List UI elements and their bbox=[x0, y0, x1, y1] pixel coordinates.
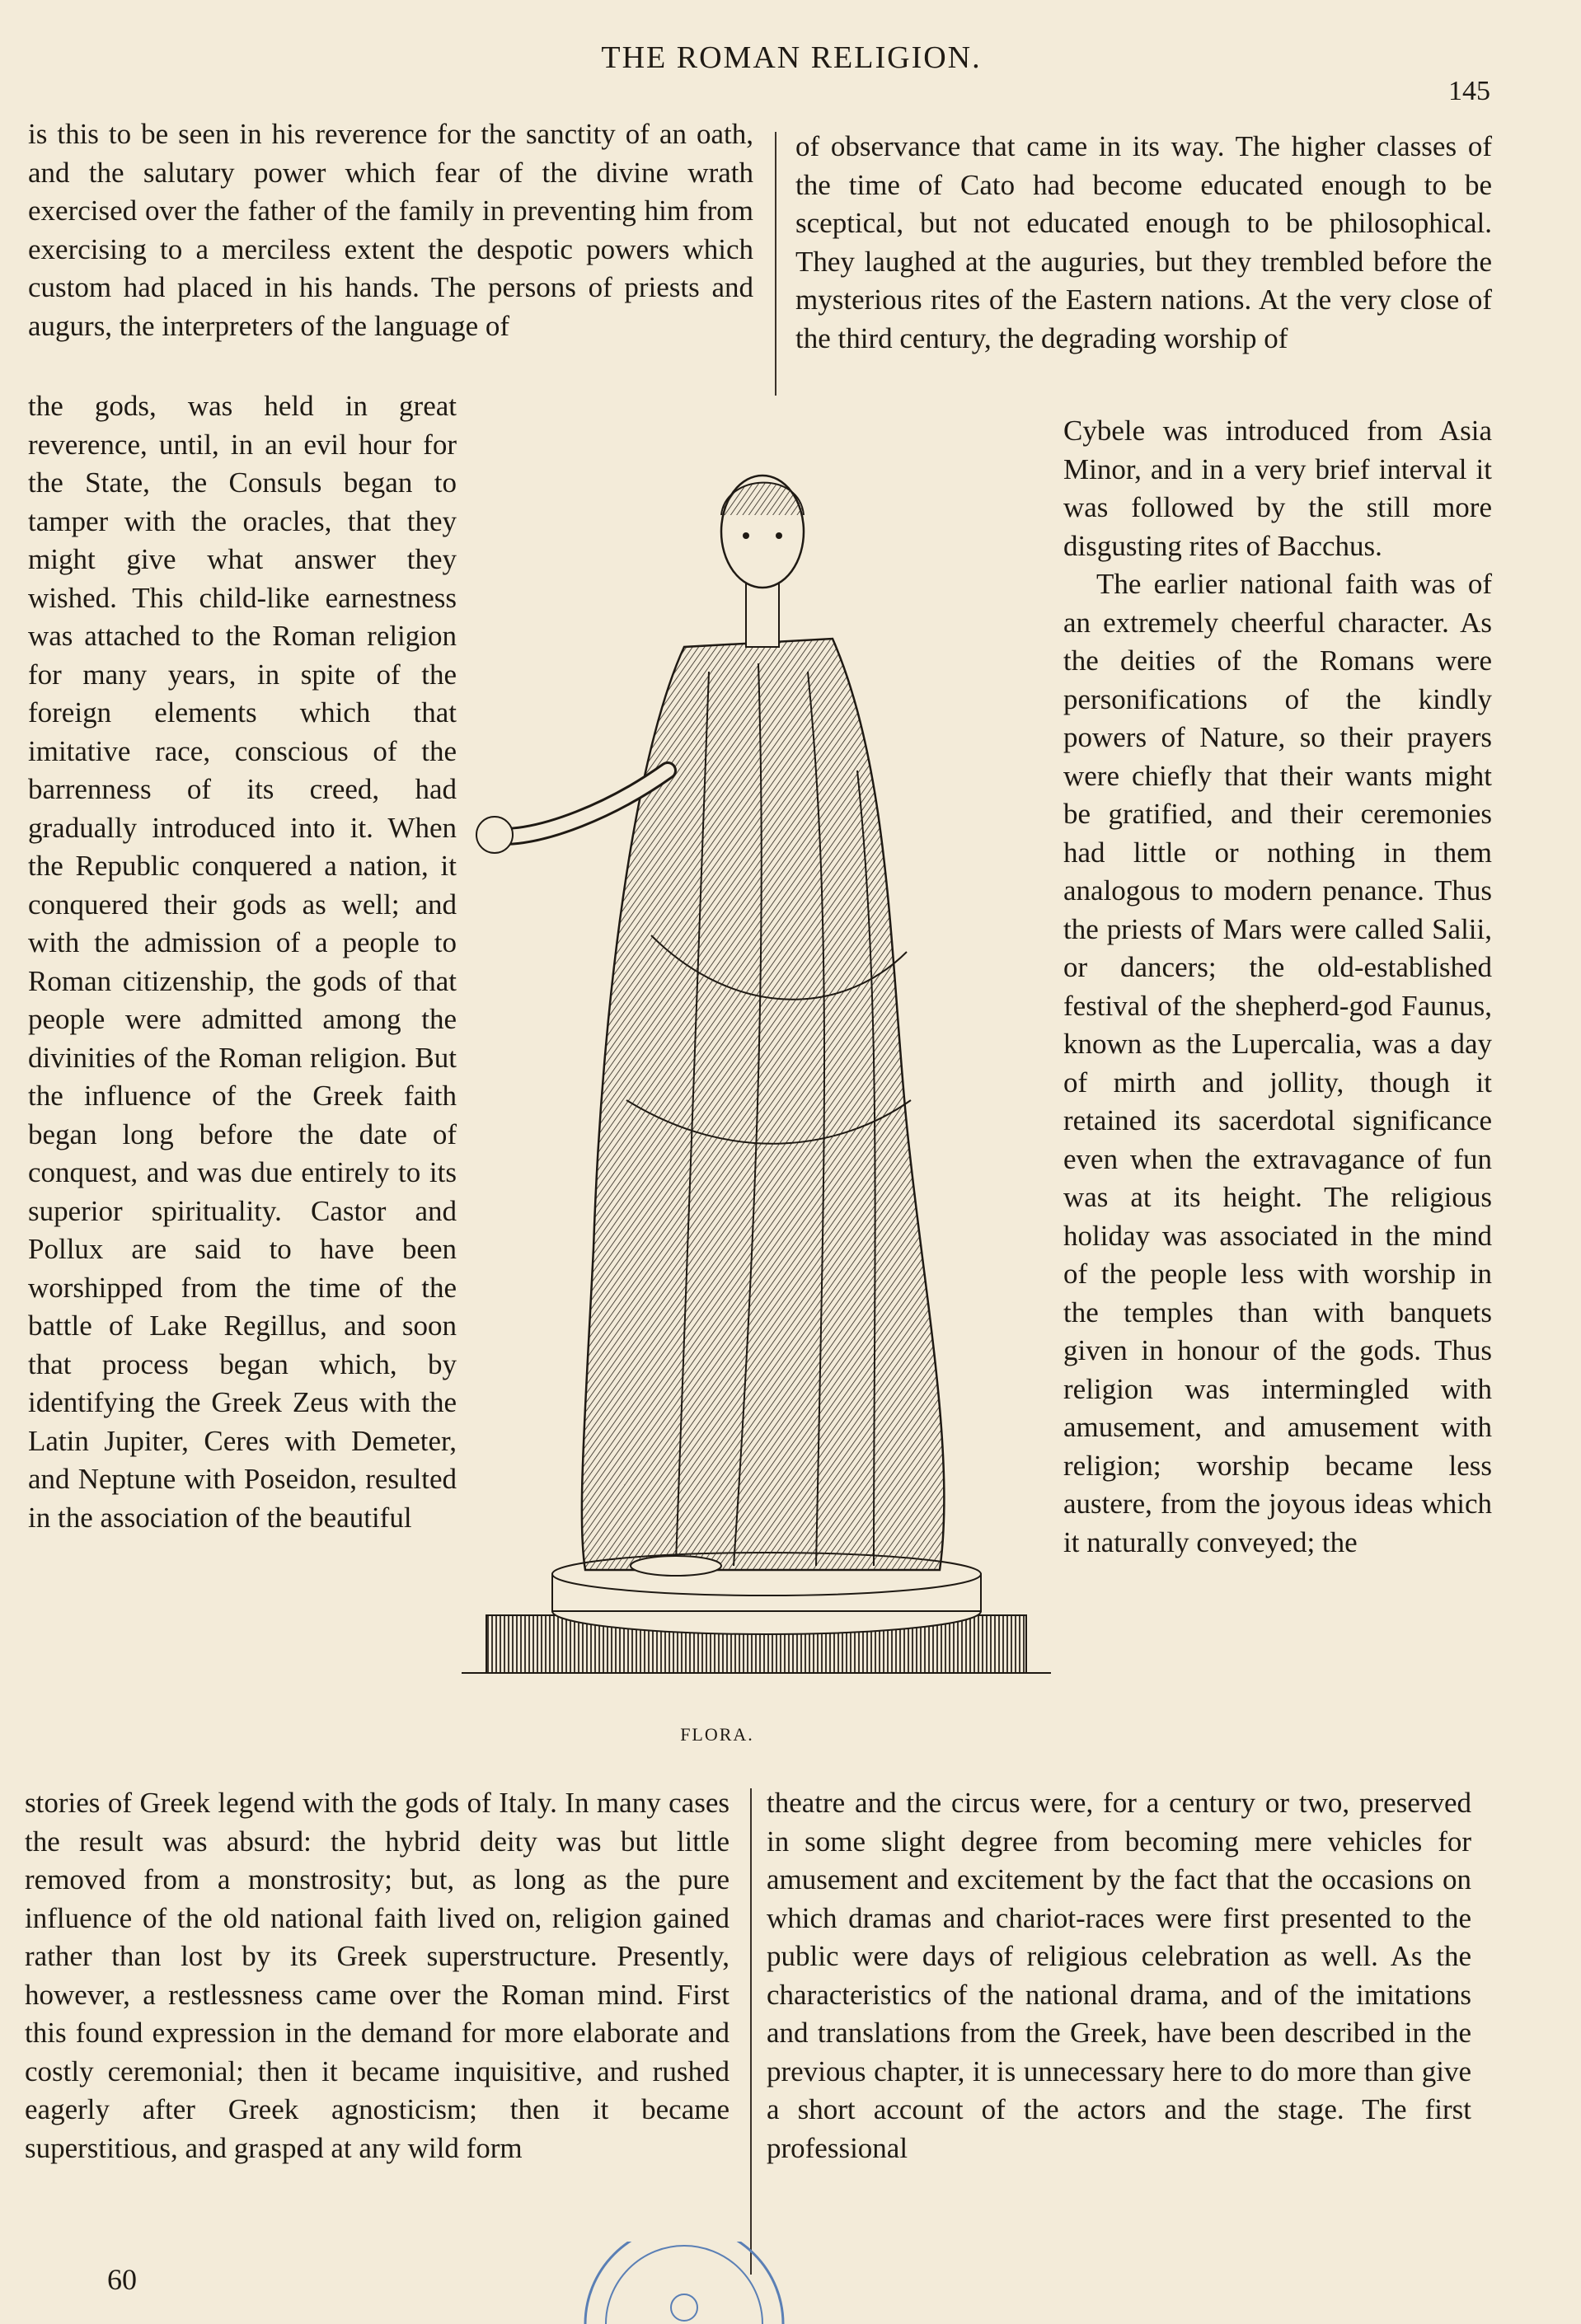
text-block-bottom-left bbox=[25, 1784, 730, 2167]
paragraph: the gods, was held in great reverence, until, in an evil hour for the State, the Consuls began to tamper with the oracles, that they might give what answer they wished. This child-like earnestness was attached to the Roman religion for many years, in spite of the foreign elements which that imitative race, conscious of the barrenness of its creed, had gradually introduced into it. When the Republic conquered a nation, it conquered their gods as well; and with the admission of a people to Roman citizenship, the gods of that people were admitted among the divinities of the Roman religion. But the influence of the Greek faith began long before the date of conquest, and was due entirely to its superior spirituality. Castor and Pollux are said to have been worshipped from the time of the battle of Lake Regillus, and soon that process began which, by identifying the Greek Zeus with the Latin Jupiter, Ceres with Demeter, and Neptune with Poseidon, resulted in the association of the beautiful bbox=[28, 390, 457, 1534]
paragraph: of observance that came in its way. The higher classes of the time of Cato had become educated enough to be sceptical, but not educated enough to be philosophical. They laughed at the auguries, but they trembled before the mysterious rites of the Eastern nations. At the very close of the third century, the degrading worship of bbox=[795, 130, 1492, 354]
paragraph: stories of Greek legend with the gods of Italy. In many cases the result was absurd: the hybrid deity was but little removed from a monstrosity; but, as long as the pure influence of the old national faith lived on, religion gained rather than lost by its Greek superstructure. Presently, however, a restlessness came over the Roman mind. First this found expression in the demand for more elaborate and costly ceremonial; then it became inquisitive, and rushed eagerly after Greek agnosticism; then it became superstitious, and grasped at any wild form bbox=[25, 1787, 730, 2164]
text-block-left-narrow bbox=[28, 387, 457, 1537]
paragraph: theatre and the circus were, for a century or two, preserved in some slight degree from becoming mere vehicles for amusement and excitement by the fact that the occasions on which dramas and chariot-races were first presented to the public were days of religious celebration as well. As the characteristics of the national drama, and of the imitations and translations from the Greek, have been described in the previous chapter, it is unnecessary here to do more than give a short account of the actors and the stage. The first professional bbox=[767, 1787, 1471, 2164]
text-block-top-right bbox=[795, 128, 1492, 358]
page-number: 145 bbox=[1448, 76, 1490, 106]
folio-number: 60 bbox=[107, 2263, 137, 2296]
museum-stamp-icon bbox=[561, 2242, 808, 2324]
paragraph: The earlier national faith was of an extremely cheerful character. As the deities of the Romans were personifications of the kindly powers of Nature, so their prayers were chiefly that their wants might be gratified, and their ceremonies had little or nothing in them analogous to modern penance. Thus the priests of Mars were called Salii, or dancers; the old-established festival of the shepherd-god Faunus, known as the Lupercalia, was a day of mirth and jollity, though it retained its sacerdotal significance even when the extravagance of fun was at its height. The religious holiday was associated in the mind of the people less with worship in the temples than with banquets given in honour of the gods. Thus religion was intermingled with amusement, and amusement with religion; worship became less austere, from the joyous ideas which it naturally conveyed; the bbox=[1063, 568, 1492, 1558]
statue-engraving-icon bbox=[462, 424, 1051, 1710]
text-block-right-narrow bbox=[1063, 412, 1492, 1562]
running-title: THE ROMAN RELIGION. bbox=[601, 40, 982, 75]
text-block-top-left bbox=[28, 115, 753, 345]
figure-caption: FLORA. bbox=[680, 1724, 754, 1745]
paragraph: Cybele was introduced from Asia Minor, and in a very brief interval it was followed by the still more disgusting rites of Bacchus. bbox=[1063, 415, 1492, 562]
column-divider bbox=[775, 132, 776, 396]
text-block-bottom-right bbox=[767, 1784, 1471, 2167]
paragraph: is this to be seen in his reverence for the sanctity of an oath, and the salutary power which fear of the divine wrath exercised over the father of the family in preventing him from exercising to a merciless extent the despotic powers which custom had placed in his hands. The persons of priests and augurs, the interpreters of the language of bbox=[28, 118, 753, 342]
column-divider bbox=[750, 1788, 752, 2275]
